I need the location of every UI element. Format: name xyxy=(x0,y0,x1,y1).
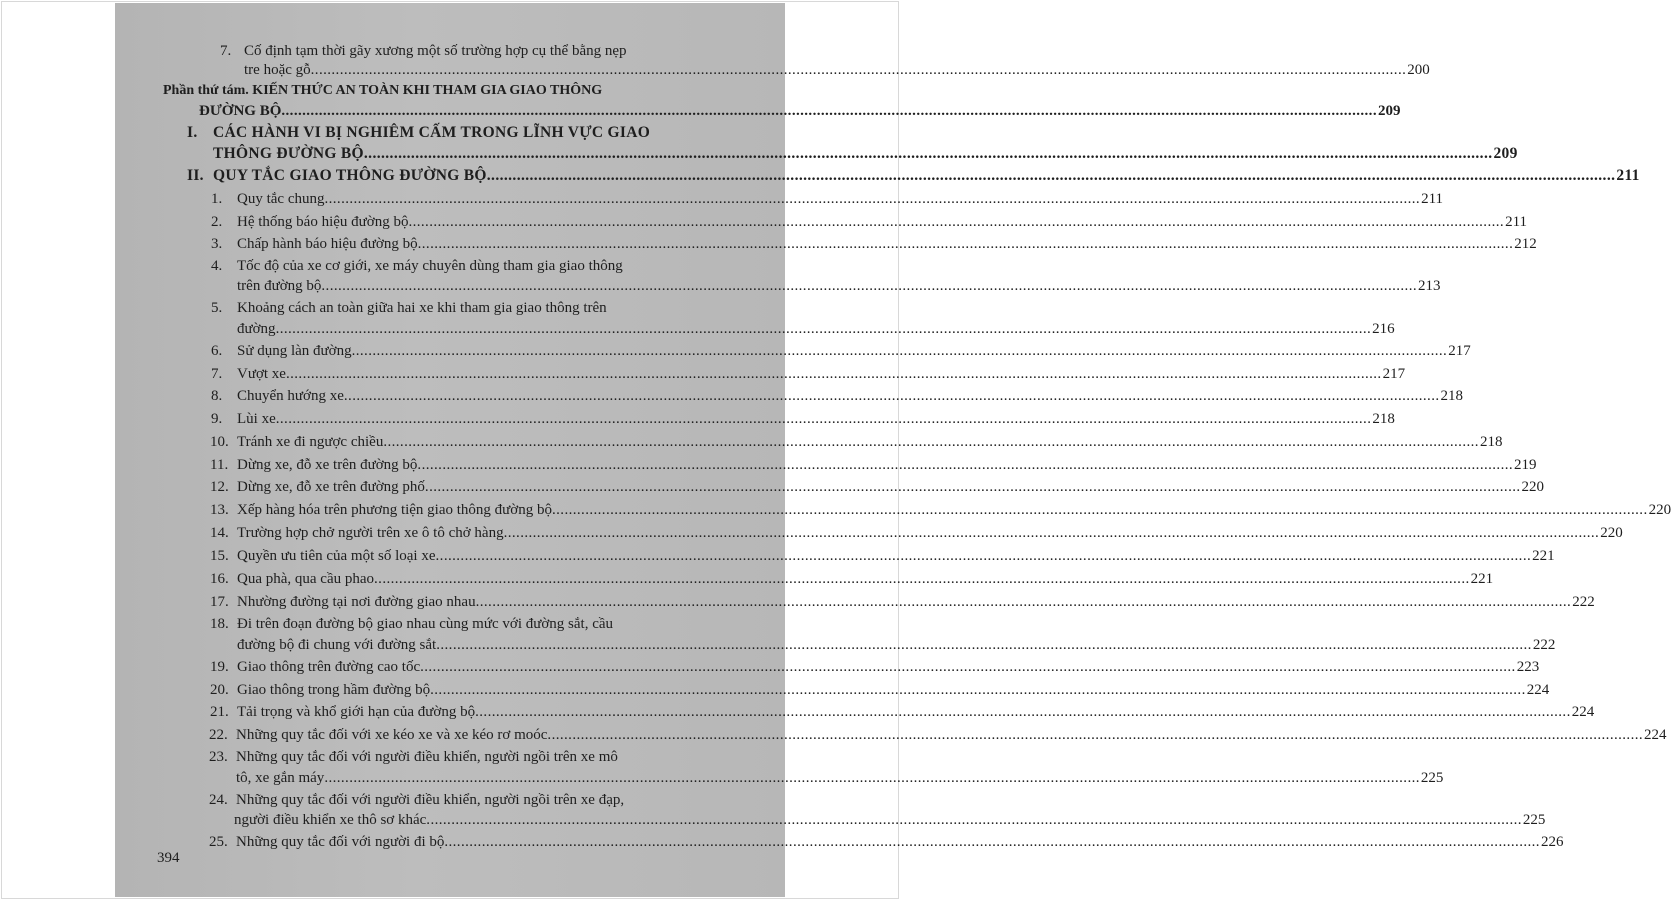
toc-entry-22 xyxy=(209,726,1667,744)
dot-leader xyxy=(475,703,1571,721)
toc-page-number: 224 xyxy=(1571,704,1595,720)
toc-entry-text: Giao thông trên đường cao tốc xyxy=(237,659,421,675)
toc-entry-number: 5. xyxy=(211,300,223,316)
toc-page-number: 200 xyxy=(1407,62,1430,78)
dot-leader xyxy=(276,320,1372,338)
toc-entry-text: Tránh xe đi ngược chiều xyxy=(237,434,384,450)
toc-entry-text: tô, xe gắn máy xyxy=(236,770,325,786)
toc-entry-number: 2. xyxy=(211,214,223,230)
toc-entry-19 xyxy=(210,658,1540,676)
toc-entry-text: THÔNG ĐƯỜNG BỘ xyxy=(213,145,364,162)
toc-entry-7-line2 xyxy=(244,61,1430,79)
dot-leader xyxy=(286,365,1382,383)
toc-page-number: 226 xyxy=(1540,834,1564,850)
toc-page-number: 217 xyxy=(1448,343,1471,359)
toc-entry-1 xyxy=(211,190,1444,208)
toc-entry-text: Xếp hàng hóa trên phương tiện giao thông đường bộ xyxy=(237,502,552,518)
toc-entry-number: 9. xyxy=(211,411,223,427)
toc-entry-text: Những quy tắc đối với người điều khiển, người ngồi trên xe mô xyxy=(236,749,618,765)
toc-page-number: 225 xyxy=(1522,812,1546,828)
toc-entry-number: 13. xyxy=(210,502,229,518)
toc-entry-text: Nhường đường tại nơi đường giao nhau xyxy=(237,594,476,610)
toc-entry-number: 7. xyxy=(220,43,232,59)
toc-entry-text: đường bộ đi chung với đường sắt xyxy=(237,637,437,653)
toc-entry-number: 23. xyxy=(209,749,228,765)
toc-entry-text: Đi trên đoạn đường bộ giao nhau cùng mức với đường sắt, cầu xyxy=(237,616,614,632)
toc-section-II xyxy=(187,167,1640,185)
toc-part-8-line1 xyxy=(163,82,602,100)
toc-entry-8 xyxy=(211,387,1463,405)
toc-entry-text: Dừng xe, đỗ xe trên đường phố xyxy=(237,479,425,495)
toc-entry-5-line1 xyxy=(211,299,607,317)
dot-leader xyxy=(487,167,1616,185)
dot-leader xyxy=(504,524,1600,542)
toc-page-number: 218 xyxy=(1372,411,1395,427)
toc-entry-text: Quy tắc chung xyxy=(237,191,325,207)
table-of-contents xyxy=(115,3,1671,897)
toc-entry-number: 4. xyxy=(211,258,223,274)
toc-entry-7b xyxy=(211,365,1406,383)
dot-leader xyxy=(552,501,1648,519)
dot-leader xyxy=(420,658,1516,676)
toc-entry-text: Sử dụng làn đường xyxy=(237,343,352,359)
toc-entry-4-line1 xyxy=(211,257,623,275)
toc-entry-text: Tốc độ của xe cơ giới, xe máy chuyên dùng tham gia giao thông xyxy=(237,258,623,274)
toc-page-number: 222 xyxy=(1572,594,1595,610)
toc-entry-text: Vượt xe xyxy=(237,366,286,382)
toc-entry-number: 11. xyxy=(210,457,229,473)
toc-page-number: 219 xyxy=(1514,457,1537,473)
toc-entry-text: ĐƯỜNG BỘ xyxy=(199,103,282,119)
dot-leader xyxy=(425,478,1521,496)
toc-entry-number: 7. xyxy=(211,366,223,382)
dot-leader xyxy=(444,833,1540,851)
toc-part-title: Phần thứ tám. KIẾN THỨC AN TOÀN KHI THAM GIA GIAO THÔNG xyxy=(163,83,603,98)
toc-entry-number: 18. xyxy=(210,616,229,632)
toc-page-number: 209 xyxy=(1493,145,1518,162)
toc-section-I-line1 xyxy=(187,124,650,142)
toc-section-number: II. xyxy=(187,167,204,184)
toc-entry-number: 19. xyxy=(210,659,229,675)
toc-entry-5-line2 xyxy=(237,320,1395,338)
dot-leader xyxy=(276,410,1372,428)
toc-entry-18-line2 xyxy=(237,636,1556,654)
toc-entry-text: Quyền ưu tiên của một số loại xe xyxy=(237,548,436,564)
toc-entry-6 xyxy=(211,342,1471,360)
toc-entry-23-line2 xyxy=(236,769,1444,787)
dot-leader xyxy=(418,235,1514,253)
toc-entry-text: Chấp hành báo hiệu đường bộ xyxy=(237,236,418,252)
toc-entry-2 xyxy=(211,213,1528,231)
toc-entry-25 xyxy=(209,833,1564,851)
toc-page-number: 213 xyxy=(1418,278,1441,294)
toc-part-8-line2 xyxy=(199,102,1401,120)
toc-page-number: 224 xyxy=(1526,682,1550,698)
toc-entry-24-line2 xyxy=(234,811,1546,829)
toc-section-I-line2 xyxy=(213,145,1518,163)
toc-entry-number: 8. xyxy=(211,388,223,404)
dot-leader xyxy=(364,145,1493,163)
toc-entry-number: 10. xyxy=(210,434,229,450)
toc-entry-text: Những quy tắc đối với người điều khiển, người ngồi trên xe đạp, xyxy=(236,792,625,808)
toc-entry-number: 20. xyxy=(210,682,229,698)
toc-entry-number: 14. xyxy=(210,525,229,541)
dot-leader xyxy=(436,547,1532,565)
toc-entry-text: Lùi xe xyxy=(237,411,276,427)
toc-page-number: 220 xyxy=(1600,525,1623,541)
toc-page-number: 221 xyxy=(1470,571,1494,587)
dot-leader xyxy=(430,681,1526,699)
toc-page-number: 218 xyxy=(1440,388,1463,404)
toc-entry-text: Khoảng cách an toàn giữa hai xe khi tham gia giao thông trên xyxy=(237,300,607,316)
dot-leader xyxy=(374,570,1470,588)
toc-entry-number: 24. xyxy=(209,792,228,808)
toc-page-number: 218 xyxy=(1479,434,1503,450)
toc-entry-number: 1. xyxy=(211,191,223,207)
toc-entry-number: 15. xyxy=(210,548,229,564)
dot-leader xyxy=(281,102,1377,120)
dot-leader xyxy=(417,456,1513,474)
toc-entry-11 xyxy=(210,456,1537,474)
toc-entry-text: người điều khiển xe thô sơ khác xyxy=(234,812,427,828)
toc-page-number: 224 xyxy=(1644,727,1667,743)
toc-page-number: 221 xyxy=(1532,548,1555,564)
dot-leader xyxy=(436,636,1532,654)
toc-entry-text: tre hoặc gỗ xyxy=(244,62,311,78)
toc-page-number: 217 xyxy=(1382,366,1406,382)
toc-entry-14 xyxy=(210,524,1623,542)
toc-entry-20 xyxy=(210,681,1550,699)
toc-entry-text: Cố định tạm thời gãy xương một số trường hợp cụ thể bằng nẹp xyxy=(244,43,627,59)
dot-leader xyxy=(344,387,1440,405)
dot-leader xyxy=(426,811,1522,829)
dot-leader xyxy=(476,593,1572,611)
toc-page-number: 216 xyxy=(1372,321,1395,337)
dot-leader xyxy=(383,433,1479,451)
dot-leader xyxy=(311,61,1407,79)
toc-page-number: 225 xyxy=(1420,770,1444,786)
toc-page-number: 211 xyxy=(1505,214,1528,230)
toc-entry-24-line1 xyxy=(209,791,624,809)
toc-section-title: QUY TẮC GIAO THÔNG ĐƯỜNG BỘ xyxy=(213,167,487,184)
toc-entry-15 xyxy=(210,547,1555,565)
toc-entry-text: Qua phà, qua cầu phao xyxy=(237,571,375,587)
toc-entry-3 xyxy=(211,235,1537,253)
toc-entry-7-line1 xyxy=(220,42,627,60)
toc-entry-text: Những quy tắc đối với xe kéo xe và xe kéo rơ moóc xyxy=(236,727,548,743)
page-number: 394 xyxy=(157,850,180,866)
toc-entry-9 xyxy=(211,410,1395,428)
toc-entry-number: 16. xyxy=(210,571,229,587)
toc-page-number: 212 xyxy=(1514,236,1537,252)
toc-entry-number: 6. xyxy=(211,343,223,359)
toc-entry-4-line2 xyxy=(237,277,1441,295)
toc-entry-number: 3. xyxy=(211,236,223,252)
dot-leader xyxy=(408,213,1504,231)
toc-entry-number: 22. xyxy=(209,727,228,743)
toc-entry-text: trên đường bộ xyxy=(237,278,322,294)
toc-page-number: 211 xyxy=(1616,167,1640,184)
dot-leader xyxy=(321,277,1417,295)
toc-page-number: 222 xyxy=(1532,637,1556,653)
book-page xyxy=(115,3,1671,897)
toc-entry-18-line1 xyxy=(210,615,613,633)
toc-entry-13 xyxy=(210,501,1671,519)
toc-page-number: 211 xyxy=(1421,191,1444,207)
toc-entry-12 xyxy=(210,478,1545,496)
toc-entry-10 xyxy=(210,433,1503,451)
toc-entry-text: Giao thông trong hầm đường bộ xyxy=(237,682,431,698)
toc-entry-text: Những quy tắc đối với người đi bộ xyxy=(236,834,445,850)
toc-page-number: 209 xyxy=(1377,103,1401,119)
toc-entry-number: 17. xyxy=(210,594,229,610)
toc-entry-text: Hệ thống báo hiệu đường bộ xyxy=(237,214,409,230)
dot-leader xyxy=(324,769,1420,787)
toc-entry-text: Tải trọng và khổ giới hạn của đường bộ xyxy=(237,704,476,720)
toc-page-number: 220 xyxy=(1521,479,1545,495)
toc-entry-number: 12. xyxy=(210,479,229,495)
toc-page-number: 220 xyxy=(1648,502,1671,518)
toc-entry-17 xyxy=(210,593,1595,611)
toc-entry-16 xyxy=(210,570,1494,588)
toc-entry-text: Chuyển hướng xe xyxy=(237,388,344,404)
toc-page-number: 223 xyxy=(1516,659,1540,675)
toc-entry-text: Dừng xe, đỗ xe trên đường bộ xyxy=(237,457,418,473)
toc-entry-21 xyxy=(210,703,1595,721)
toc-entry-23-line1 xyxy=(209,748,618,766)
toc-entry-number: 21. xyxy=(210,704,229,720)
dot-leader xyxy=(352,342,1448,360)
toc-entry-text: đường xyxy=(237,321,276,337)
toc-entry-number: 25. xyxy=(209,834,228,850)
toc-section-title: CÁC HÀNH VI BỊ NGHIÊM CẤM TRONG LĨNH VỰC GIAO xyxy=(213,124,651,141)
dot-leader xyxy=(324,190,1420,208)
toc-entry-text: Trường hợp chở người trên xe ô tô chở hàng xyxy=(237,525,504,541)
toc-section-number: I. xyxy=(187,124,198,141)
dot-leader xyxy=(547,726,1643,744)
